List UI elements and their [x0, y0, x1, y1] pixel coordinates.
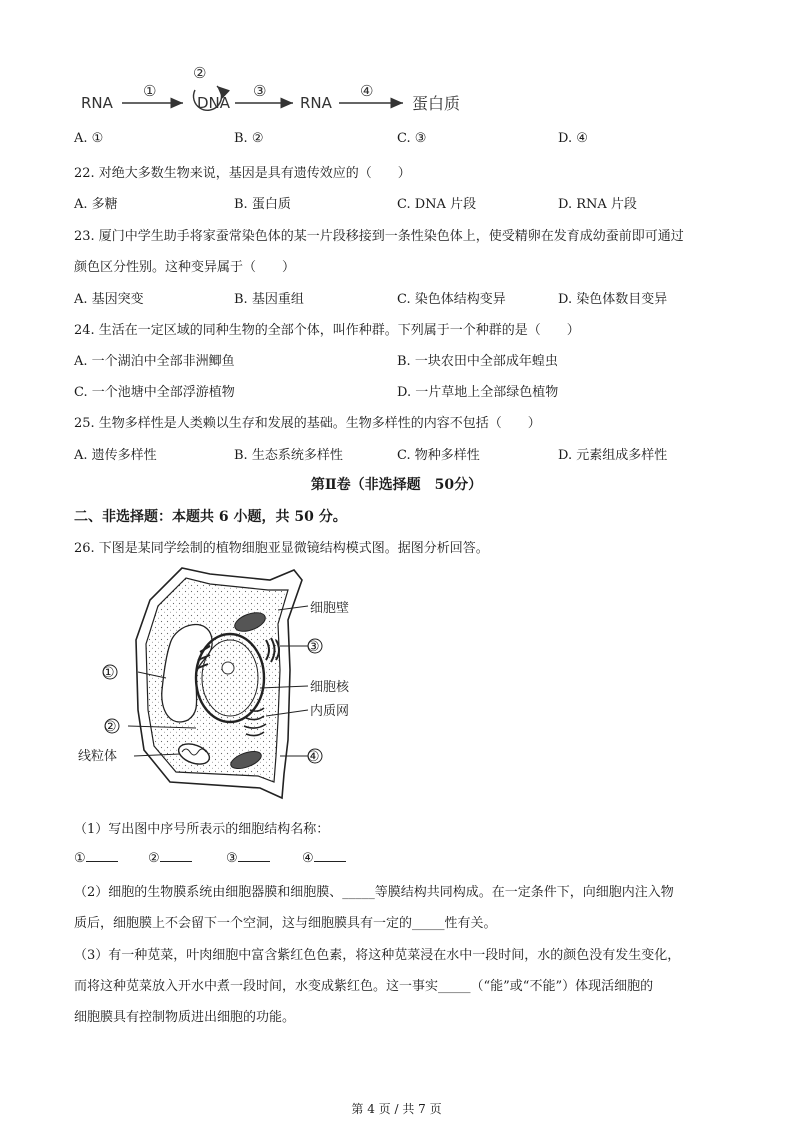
plant-cell-diagram	[70, 560, 370, 808]
q24-option-d: D. 一片草地上全部绿色植物	[397, 385, 559, 400]
label-cell-wall: 细胞壁	[310, 601, 350, 616]
nucleolus	[222, 662, 234, 674]
label-1: ①	[102, 665, 115, 681]
q23-option-c: C. 染色体结构变异	[397, 292, 506, 307]
page-footer: 第 4 页 / 共 7 页	[351, 1102, 442, 1116]
plant-cell-figure	[70, 560, 370, 808]
q24-stem: 24. 生活在一定区域的同种生物的全部个体，叫作种群。下列属于一个种群的是（ ）	[74, 323, 580, 338]
blank-1-label: ①	[74, 851, 86, 866]
flow-rna-1: RNA	[81, 94, 113, 112]
q26-sub1: （1）写出图中序号所表示的细胞结构名称：	[74, 822, 330, 837]
q26-sub3-line3: 细胞膜具有控制物质进出细胞的功能。	[74, 1010, 296, 1025]
blank-1-line[interactable]	[86, 849, 118, 862]
q23-option-a: A. 基因突变	[74, 292, 144, 307]
flow-protein: 蛋白质	[412, 94, 461, 113]
q21-option-c: C. ③	[397, 131, 427, 146]
q22-option-b: B. 蛋白质	[234, 197, 291, 212]
q26-sub3-line2: 而将这种苋菜放入开水中煮一段时间，水变成紫红色。这一事实_____（“能”或“不能”）体现活细胞的	[74, 979, 654, 994]
blank-2	[148, 849, 192, 866]
blank-3	[226, 849, 270, 866]
label-3: ③	[307, 639, 320, 655]
q22-stem: 22. 对绝大多数生物来说，基因是具有遗传效应的（ ）	[74, 166, 411, 181]
q25-option-b: B. 生态系统多样性	[234, 448, 343, 463]
flow-arrows	[75, 60, 495, 120]
flow-step-1: ①	[143, 82, 157, 100]
q21-option-b: B. ②	[234, 131, 264, 146]
blank-2-label: ②	[148, 851, 160, 866]
q23-stem-line1: 23. 厦门中学生助手将家蚕常染色体的某一片段移接到一条性染色体上，使受精卵在发育成幼蚕前即可通过	[74, 229, 684, 244]
blank-4	[302, 849, 346, 866]
q22-option-d: D. RNA 片段	[558, 197, 637, 212]
q23-stem-line2: 颜色区分性别。这种变异属于（ ）	[74, 260, 296, 275]
label-er: 内质网	[310, 704, 350, 719]
q25-option-a: A. 遗传多样性	[74, 448, 157, 463]
blank-1	[74, 849, 118, 866]
blank-3-label: ③	[226, 851, 238, 866]
flow-step-2: ②	[193, 64, 207, 82]
blank-2-line[interactable]	[160, 849, 192, 862]
q21-option-a: A. ①	[74, 131, 104, 146]
blank-4-label: ④	[302, 851, 314, 866]
q24-option-a: A. 一个湖泊中全部非洲鲫鱼	[74, 354, 235, 369]
blank-4-line[interactable]	[314, 849, 346, 862]
flow-step-4: ④	[360, 82, 374, 100]
q21-option-d: D. ④	[558, 131, 588, 146]
section-heading: 二、非选择题：本题共 6 小题，共 50 分。	[74, 509, 347, 525]
label-mitochondria: 线粒体	[78, 749, 118, 764]
q26-sub3-line1: （3）有一种苋菜，叶肉细胞中富含紫红色色素，将这种苋菜浸在水中一段时间，水的颜色没有发生变化，	[74, 948, 681, 963]
q24-option-b: B. 一块农田中全部成年蝗虫	[397, 354, 558, 369]
flow-step-3: ③	[253, 82, 267, 100]
label-nucleus: 细胞核	[310, 680, 350, 695]
q26-sub2-line1: （2）细胞的生物膜系统由细胞器膜和细胞膜、_____等膜结构共同构成。在一定条件下，向细胞内注入物	[74, 885, 674, 900]
flow-rna-2: RNA	[300, 94, 332, 112]
q23-option-d: D. 染色体数目变异	[558, 292, 668, 307]
flow-dna: DNA	[197, 94, 231, 112]
label-4: ④	[307, 749, 320, 765]
label-2: ②	[104, 719, 117, 735]
volume-title: 第Ⅱ卷（非选择题 50分）	[310, 477, 483, 493]
q22-option-a: A. 多糖	[74, 197, 118, 212]
q25-option-d: D. 元素组成多样性	[558, 448, 668, 463]
q24-option-c: C. 一个池塘中全部浮游植物	[74, 385, 235, 400]
q22-option-c: C. DNA 片段	[397, 197, 477, 212]
q25-stem: 25. 生物多样性是人类赖以生存和发展的基础。生物多样性的内容不包括（ ）	[74, 416, 541, 431]
q23-option-b: B. 基因重组	[234, 292, 304, 307]
q25-option-c: C. 物种多样性	[397, 448, 480, 463]
q26-sub2-line2: 质后，细胞膜上不会留下一个空洞，这与细胞膜具有一定的_____性有关。	[74, 916, 497, 931]
q26-stem: 26. 下图是某同学绘制的植物细胞亚显微镜结构模式图。据图分析回答。	[74, 541, 489, 556]
blank-3-line[interactable]	[238, 849, 270, 862]
